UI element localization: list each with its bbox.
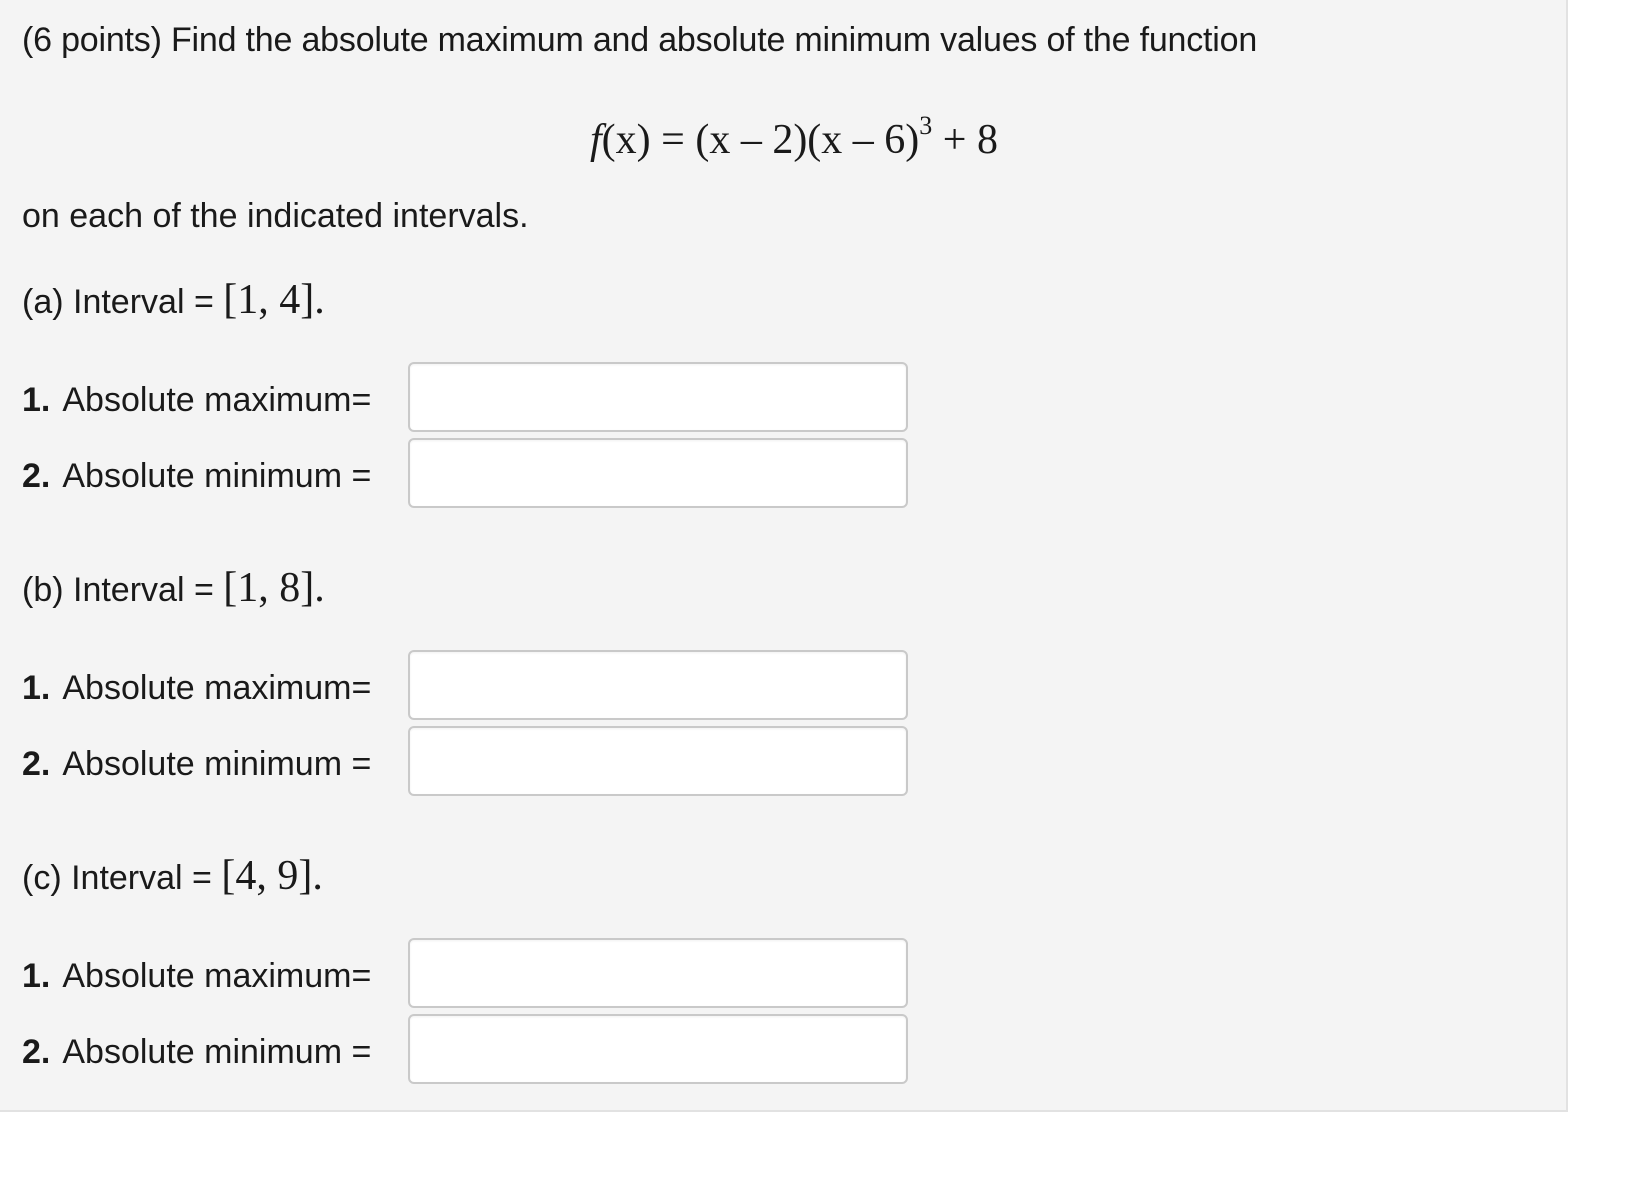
part-b-min-text: Absolute minimum = [62,745,372,783]
part-c-interval: [4, 9]. [221,853,323,899]
part-b-min-number: 2. [22,745,51,783]
part-c-max-label [22,954,371,998]
part-b-max-input[interactable] [408,650,908,720]
part-a-max-text: Absolute maximum= [62,381,372,419]
function-formula [590,104,998,166]
part-b-max-number: 1. [22,669,51,707]
part-a-min-number: 2. [22,457,51,495]
part-c-min-text: Absolute minimum = [62,1033,372,1071]
part-c-min-input[interactable] [408,1014,908,1084]
part-a-interval: [1, 4]. [223,277,325,323]
part-a-max-number: 1. [22,381,51,419]
part-b-max-text: Absolute maximum= [62,669,372,707]
part-b-min-input[interactable] [408,726,908,796]
part-c-heading [22,854,323,900]
part-c-max-input[interactable] [408,938,908,1008]
part-c-min-number: 2. [22,1033,51,1071]
part-b-label: (b) Interval = [22,571,224,609]
part-a-label: (a) Interval = [22,283,224,321]
part-a-max-input[interactable] [408,362,908,432]
function-name: f [590,117,602,163]
part-c-max-number: 1. [22,957,51,995]
intervals-note: on each of the indicated intervals. [22,197,529,235]
part-b-min-label [22,742,371,786]
part-c-label: (c) Interval = [22,859,222,897]
part-a-min-text: Absolute minimum = [62,457,372,495]
function-args: (x) = (x – 2)(x – 6) [601,117,920,163]
part-a-min-input[interactable] [408,438,908,508]
part-a-max-label [22,378,371,422]
part-a-heading [22,278,325,324]
part-c-min-label [22,1030,371,1074]
part-c-max-text: Absolute maximum= [62,957,372,995]
part-a-min-label [22,454,371,498]
part-b-heading [22,566,325,612]
part-b-interval: [1, 8]. [223,565,325,611]
function-exponent: 3 [919,111,933,140]
problem-prompt: (6 points) Find the absolute maximum and absolute minimum values of the function [22,21,1258,59]
function-tail: + 8 [932,117,998,163]
part-b-max-label [22,666,371,710]
